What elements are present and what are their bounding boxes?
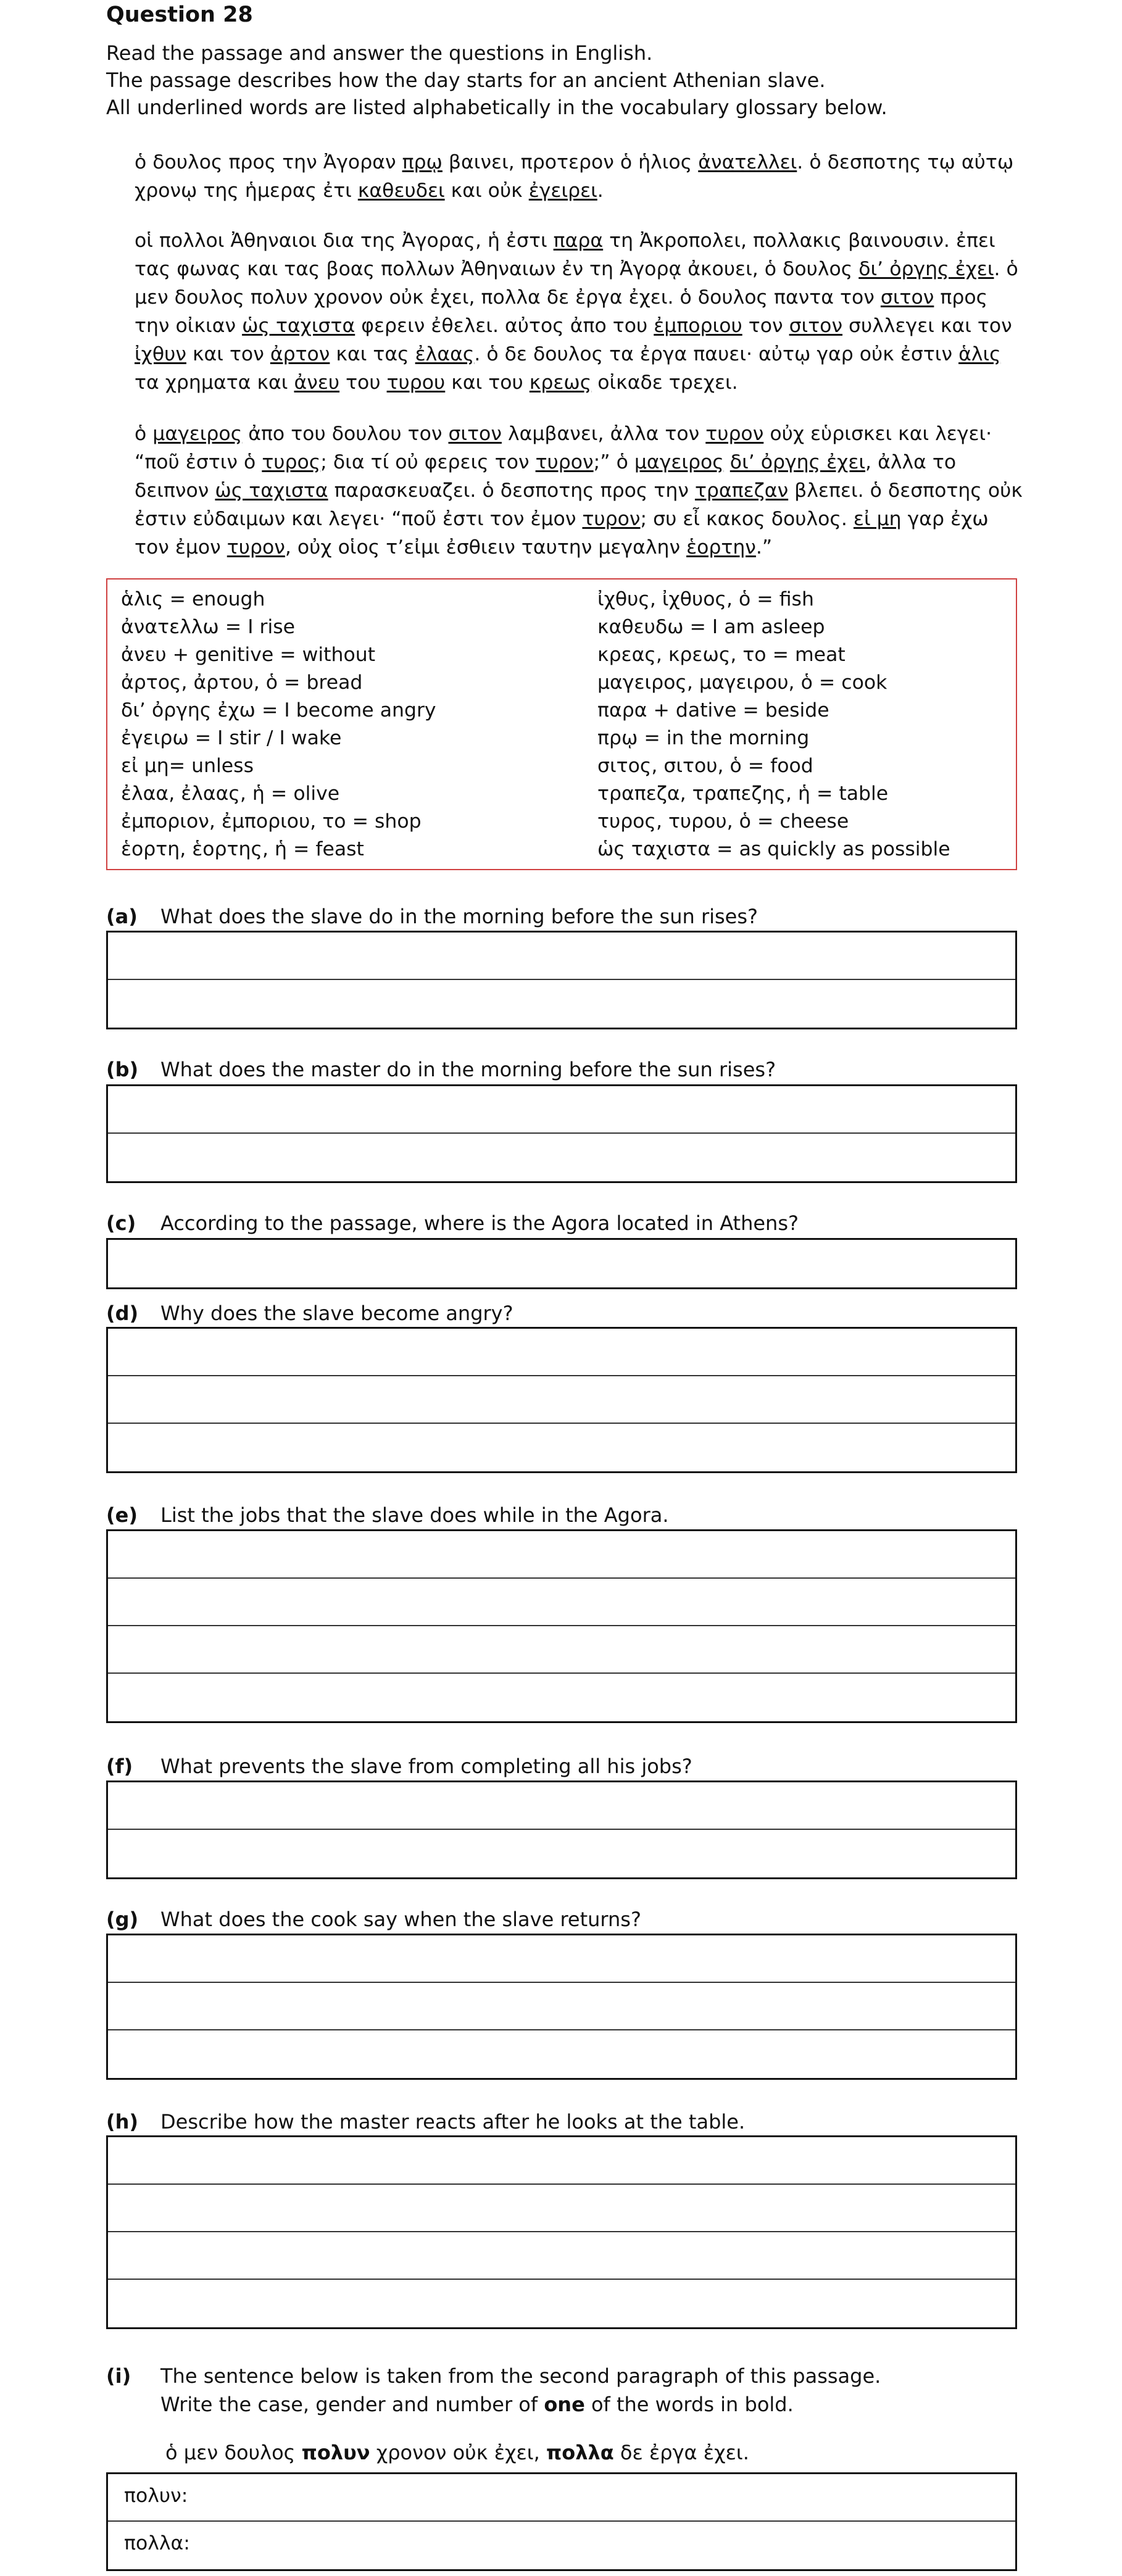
- answer-line[interactable]: [108, 1376, 1015, 1424]
- answer-line[interactable]: [108, 1782, 1015, 1830]
- passage-text: ὁ δουλος προς την Ἀγοραν: [135, 151, 402, 173]
- question-letter: (f): [106, 1755, 133, 1778]
- passage-text: τα χρηματα και: [135, 372, 294, 394]
- bold-word: πολλα: [546, 2441, 614, 2464]
- passage-text: και οὐκ: [444, 180, 529, 202]
- passage-paragraph-3: [135, 420, 1023, 562]
- answer-line[interactable]: [108, 1935, 1015, 1983]
- glossary-word: ὡς ταχιστα: [242, 315, 355, 337]
- glossary-word: τυρον: [705, 423, 764, 445]
- question-letter: (h): [106, 2110, 139, 2134]
- vocabulary-column-left: [121, 586, 436, 863]
- vocabulary-entry: ὡς ταχιστα = as quickly as possible: [597, 838, 950, 860]
- glossary-word: καθευδει: [357, 180, 445, 202]
- answer-box-d[interactable]: [106, 1327, 1017, 1473]
- answer-line[interactable]: [108, 1134, 1015, 1181]
- vocabulary-entry: δι’ ὀργης ἐχω = I become angry: [121, 699, 436, 721]
- answer-box-i[interactable]: [106, 2472, 1017, 2571]
- glossary-word: τυρον: [582, 508, 641, 530]
- question-letter: (c): [106, 1211, 136, 1235]
- question-text: What prevents the slave from completing all his jobs?: [160, 1755, 692, 1778]
- answer-line[interactable]: [108, 1424, 1015, 1471]
- passage-text: τον: [742, 315, 789, 337]
- vocabulary-entry: ἰχθυς, ἰχθυος, ὁ = fish: [597, 588, 814, 610]
- vocabulary-column-right: [597, 586, 950, 863]
- answer-line[interactable]: [108, 1240, 1015, 1287]
- passage-text: δε ἐργα ἐχει.: [613, 2441, 749, 2464]
- passage-text: βλεπει. ὁ δεσποτης οὐκ ἐστιν εὐδαιμων και λεγει· “ποῦ ἐστι τον ἐμον: [135, 480, 1023, 530]
- glossary-word: παρα: [553, 230, 604, 252]
- instruction-text: of the words in bold.: [584, 2393, 794, 2416]
- passage-text: και τον: [186, 343, 270, 365]
- glossary-word: μαγειρος: [152, 423, 243, 445]
- question-text: According to the passage, where is the Agora located in Athens?: [160, 1211, 799, 1235]
- passage-text: λαμβανει, ἀλλα τον: [501, 423, 706, 445]
- passage-text: .”: [755, 536, 773, 559]
- passage-text: . ὁ δεσποτης τῳ αὐτῳ χρονῳ της ἡμερας ἐτι: [135, 151, 1014, 202]
- answer-line[interactable]: [108, 1579, 1015, 1626]
- passage-text: . ὁ δε δουλος τα ἐργα παυει· αὐτῳ γαρ οὐκ ἐστιν: [474, 343, 959, 365]
- passage-text: συλλεγει και τον: [842, 315, 1012, 337]
- vocabulary-entry: παρα + dative = beside: [597, 699, 829, 721]
- question-letter: (b): [106, 1058, 139, 1081]
- answer-box-b[interactable]: [106, 1084, 1017, 1183]
- glossary-word: τυρος: [262, 451, 321, 473]
- glossary-word: δι’ ὀργης ἐχει: [729, 451, 866, 473]
- question-a-label: [106, 904, 758, 929]
- vocabulary-entry: ἐγειρω = I stir / I wake: [121, 727, 342, 749]
- question-letter: (a): [106, 905, 138, 928]
- question-i-label: [106, 2364, 881, 2388]
- question-text: Describe how the master reacts after he looks at the table.: [160, 2110, 746, 2134]
- answer-line[interactable]: [108, 2137, 1015, 2185]
- glossary-word: σιτον: [448, 423, 502, 445]
- question-title: Question 28: [106, 2, 253, 27]
- passage-text: βαινει, προτερον ὁ ἡλιος: [442, 151, 699, 173]
- glossary-word: πρῳ: [402, 151, 443, 173]
- glossary-word: μαγειρος: [634, 451, 724, 473]
- glossary-word: ἀνατελλει: [698, 151, 797, 173]
- passage-text: παρασκευαζει. ὁ δεσποτης προς την: [328, 480, 695, 502]
- passage-text: , οὐχ οἱος τ’εἰμι ἐσθιειν ταυτην μεγαλην: [285, 536, 687, 559]
- question-text: What does the cook say when the slave returns?: [160, 1908, 641, 1931]
- glossary-word: σιτον: [880, 286, 934, 309]
- passage-text: .: [597, 180, 604, 202]
- vocabulary-entry: ἀνευ + genitive = without: [121, 644, 376, 666]
- question-f-label: [106, 1754, 692, 1779]
- passage-text: ὁ: [135, 423, 153, 445]
- vocabulary-entry: σιτος, σιτου, ὁ = food: [597, 755, 813, 777]
- passage-paragraph-1: [135, 148, 1023, 205]
- answer-line[interactable]: [108, 980, 1015, 1028]
- answer-box-c[interactable]: [106, 1238, 1017, 1289]
- question-letter: (g): [106, 1908, 139, 1931]
- passage-text: και του: [445, 372, 530, 394]
- vocabulary-entry: ἀνατελλω = I rise: [121, 616, 295, 638]
- glossary-word: ἀνευ: [294, 372, 340, 394]
- passage-text: χρονον οὐκ ἐχει,: [370, 2441, 546, 2464]
- passage-text: προς την οἰκιαν: [135, 286, 988, 337]
- vocabulary-entry: κρεας, κρεως, το = meat: [597, 644, 846, 666]
- passage-text: φερειν ἐθελει. αὐτος ἀπο του: [355, 315, 654, 337]
- glossary-word: τραπεζαν: [694, 480, 789, 502]
- vocabulary-entry: ἀρτος, ἀρτου, ὁ = bread: [121, 671, 363, 694]
- glossary-word: τυρον: [535, 451, 594, 473]
- passage-text: ; δια τί οὐ φερεις τον: [320, 451, 536, 473]
- vocabulary-glossary: [106, 578, 1017, 870]
- answer-box-h[interactable]: [106, 2135, 1017, 2329]
- vocabulary-entry: ἑορτη, ἑορτης, ἡ = feast: [121, 838, 364, 860]
- vocabulary-entry: πρῳ = in the morning: [597, 727, 810, 749]
- glossary-word: κρεως: [529, 372, 592, 394]
- vocabulary-entry: μαγειρος, μαγειρου, ὁ = cook: [597, 671, 887, 694]
- sample-sentence: [165, 2441, 749, 2464]
- answer-line-polla[interactable]: [108, 2522, 1015, 2569]
- vocabulary-entry: καθευδω = I am asleep: [597, 616, 825, 638]
- passage-text: . ὁ μεν δουλος πολυν χρονον οὐκ ἐχει, πολλα δε ἐργα ἐχει. ὁ δουλος παντα τον: [135, 258, 1018, 309]
- answer-line[interactable]: [108, 1626, 1015, 1674]
- question-e-label: [106, 1503, 669, 1527]
- instruction-line-3: All underlined words are listed alphabetically in the vocabulary glossary below.: [106, 96, 887, 119]
- answer-line[interactable]: [108, 933, 1015, 980]
- glossary-word: ἰχθυν: [135, 343, 186, 365]
- question-letter: (i): [106, 2364, 131, 2388]
- instruction-text: Write the case, gender and number of: [160, 2393, 544, 2416]
- glossary-word: σιτον: [789, 315, 843, 337]
- glossary-word: εἰ μη: [853, 508, 902, 530]
- answer-line-polun[interactable]: [108, 2474, 1015, 2522]
- answer-box-g[interactable]: [106, 1934, 1017, 2080]
- passage-text: ὁ μεν δουλος: [165, 2441, 302, 2464]
- passage-text: γαρ ἐχω τον ἐμον: [135, 508, 989, 559]
- instruction-line-1: Read the passage and answer the questions in English.: [106, 41, 653, 65]
- answer-box-e[interactable]: [106, 1529, 1017, 1723]
- question-letter: (e): [106, 1503, 138, 1527]
- vocabulary-entry: εἰ μη= unless: [121, 755, 254, 777]
- answer-line[interactable]: [108, 2185, 1015, 2232]
- instruction-line-2: The passage describes how the day starts for an ancient Athenian slave.: [106, 69, 826, 92]
- answer-label: πολλα:: [124, 2532, 190, 2554]
- question-i-instruction: [160, 2392, 794, 2417]
- question-g-label: [106, 1907, 641, 1932]
- passage-text: οὐχ εὑρισκει και λεγει· “ποῦ ἐστιν ὁ: [135, 423, 992, 473]
- answer-box-a[interactable]: [106, 931, 1017, 1029]
- instruction-bold: one: [544, 2393, 585, 2416]
- vocabulary-entry: ἐμποριον, ἐμποριου, το = shop: [121, 810, 422, 833]
- glossary-word: ἁλις: [958, 343, 1001, 365]
- question-h-label: [106, 2109, 745, 2134]
- answer-line[interactable]: [108, 1674, 1015, 1721]
- answer-line[interactable]: [108, 2232, 1015, 2280]
- glossary-word: τυρον: [226, 536, 285, 559]
- answer-label: πολυν:: [124, 2485, 188, 2507]
- question-c-label: [106, 1211, 799, 1236]
- question-letter: (d): [106, 1302, 139, 1325]
- passage-text: ἀπο του δουλου τον: [242, 423, 449, 445]
- question-b-label: [106, 1057, 776, 1082]
- passage-paragraph-2: [135, 226, 1023, 397]
- bold-word: πολυν: [301, 2441, 370, 2464]
- glossary-word: ἐγειρει: [528, 180, 597, 202]
- answer-line[interactable]: [108, 1983, 1015, 2030]
- passage-text: ;” ὁ: [593, 451, 634, 473]
- passage-text: , ἀλλα το δειπνον: [135, 451, 957, 502]
- glossary-word: δι’ ὀργης ἐχει: [858, 258, 994, 280]
- answer-line[interactable]: [108, 1329, 1015, 1376]
- glossary-word: ἀρτον: [270, 343, 330, 365]
- answer-line[interactable]: [108, 2280, 1015, 2327]
- passage-text: [724, 451, 730, 473]
- answer-line[interactable]: [108, 2030, 1015, 2078]
- passage-text: ; συ εἶ κακος δουλος.: [640, 508, 854, 530]
- question-text: What does the slave do in the morning before the sun rises?: [160, 905, 758, 928]
- question-text: What does the master do in the morning before the sun rises?: [160, 1058, 776, 1081]
- glossary-word: τυρου: [386, 372, 446, 394]
- vocabulary-entry: ἐλαα, ἐλαας, ἡ = olive: [121, 783, 340, 805]
- vocabulary-entry: τραπεζα, τραπεζης, ἡ = table: [597, 783, 889, 805]
- vocabulary-entry: τυρος, τυρου, ὁ = cheese: [597, 810, 849, 833]
- passage-text: του: [339, 372, 387, 394]
- answer-line[interactable]: [108, 1086, 1015, 1134]
- question-text: Why does the slave become angry?: [160, 1302, 513, 1325]
- answer-box-f[interactable]: [106, 1780, 1017, 1879]
- answer-line[interactable]: [108, 1830, 1015, 1877]
- passage-text: οἰκαδε τρεχει.: [591, 372, 738, 394]
- question-text: The sentence below is taken from the second paragraph of this passage.: [160, 2364, 881, 2388]
- vocabulary-entry: ἁλις = enough: [121, 588, 265, 610]
- passage-text: τη Ἀκροπολει, πολλακις βαινουσιν. ἐπει τας φωνας και τας βοας πολλων Ἀθηναιων ἐν τη Ἀγορᾳ ἀκουει, ὁ δουλος: [135, 230, 995, 280]
- question-d-label: [106, 1301, 513, 1326]
- passage-text: οἱ πολλοι Ἀθηναιοι δια της Ἀγορας, ἡ ἐστι: [135, 230, 554, 252]
- passage-text: και τας: [330, 343, 415, 365]
- glossary-word: ἐλαας: [415, 343, 475, 365]
- answer-line[interactable]: [108, 1531, 1015, 1579]
- question-text: List the jobs that the slave does while in the Agora.: [160, 1503, 669, 1527]
- glossary-word: ἑορτην: [686, 536, 756, 559]
- glossary-word: ὡς ταχιστα: [215, 480, 328, 502]
- glossary-word: ἐμποριου: [654, 315, 742, 337]
